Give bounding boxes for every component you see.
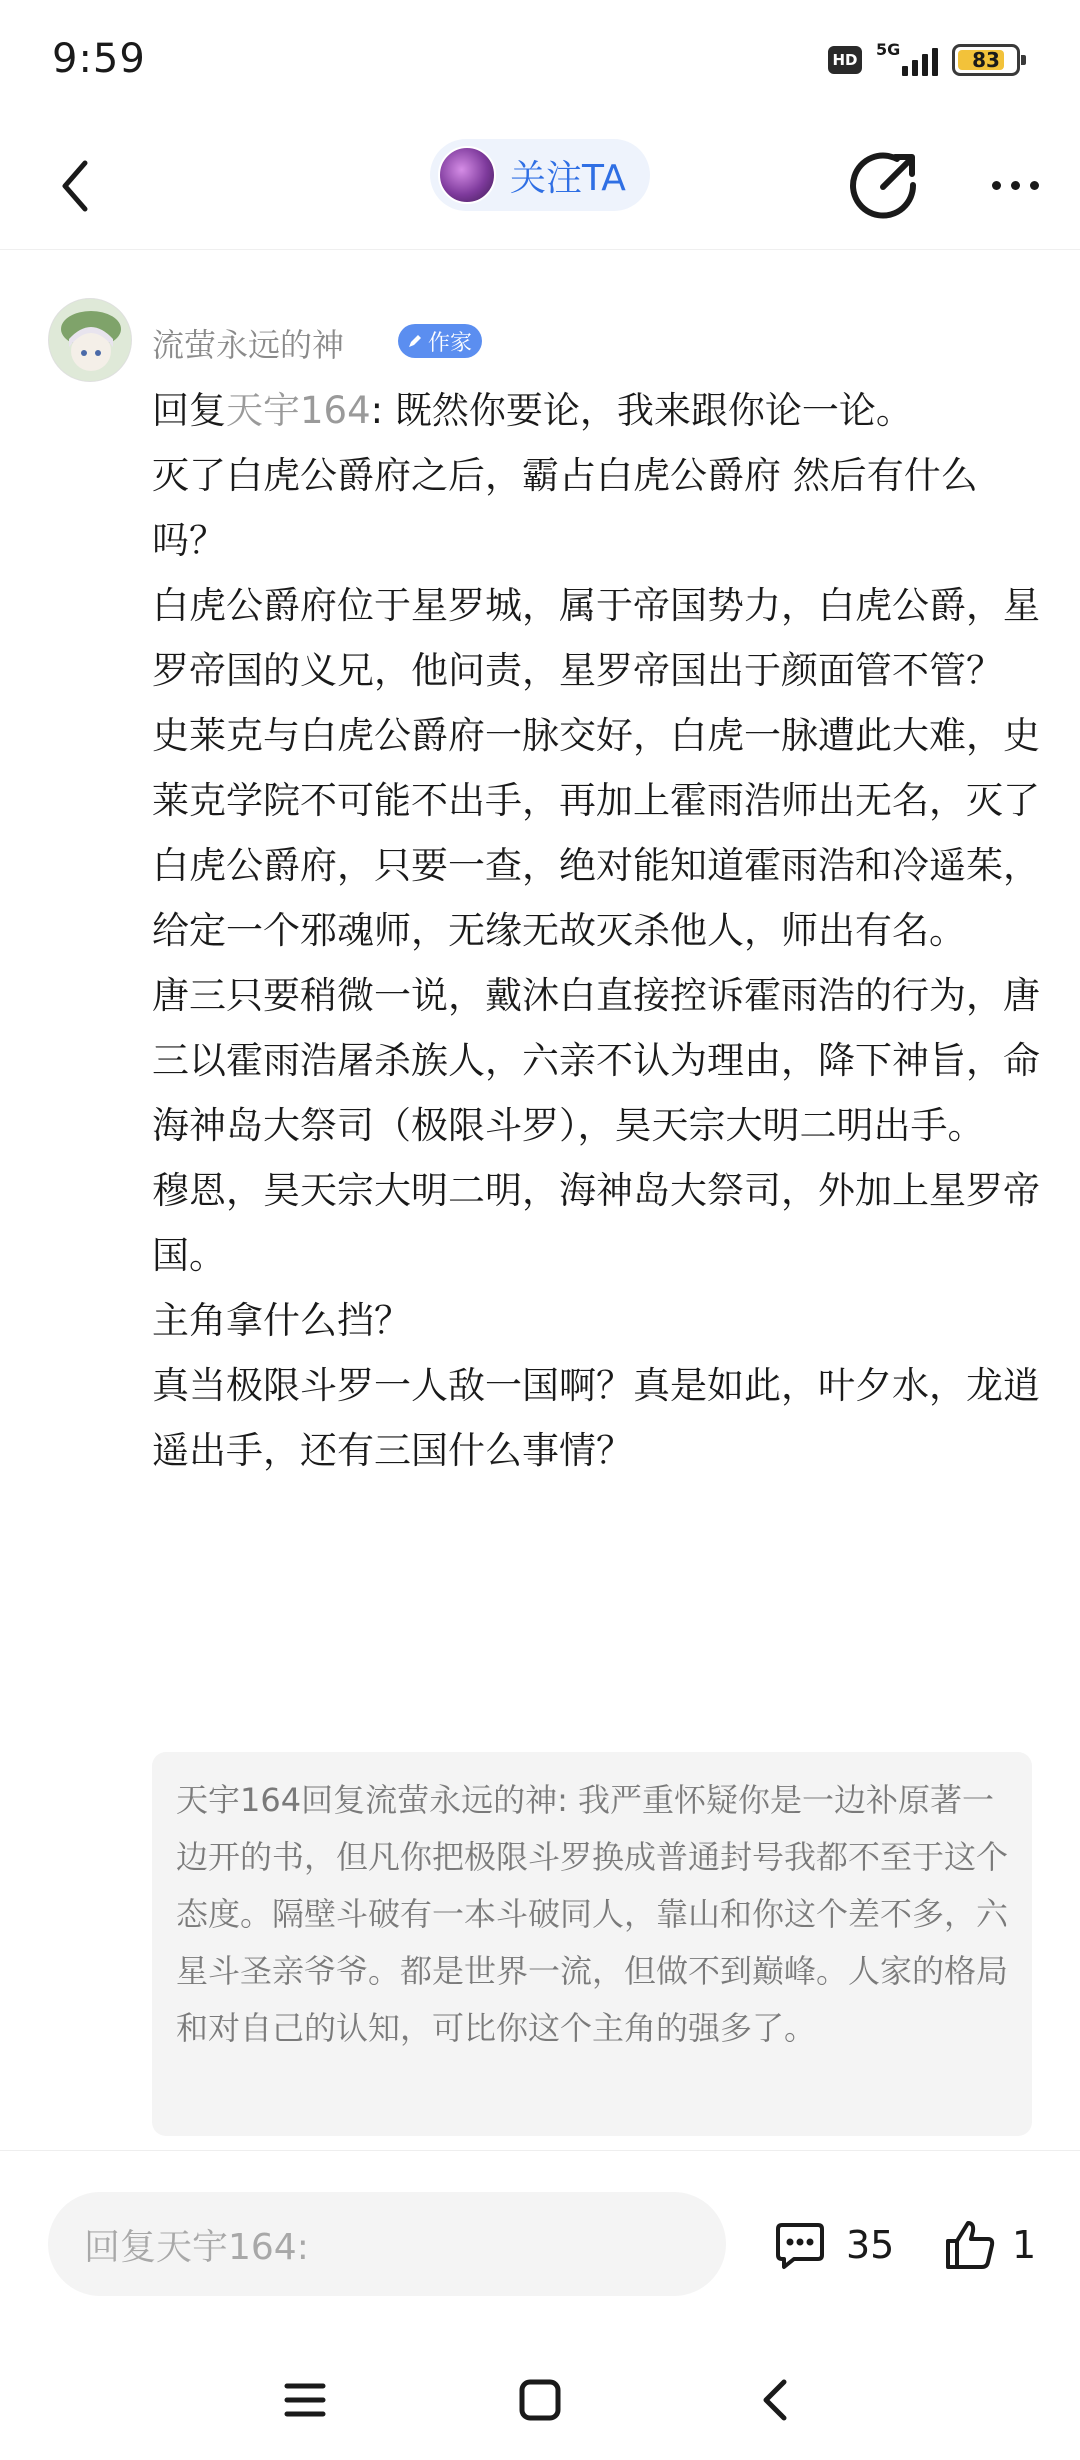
more-button[interactable] bbox=[975, 145, 1055, 225]
menu-icon bbox=[283, 2380, 327, 2420]
thumbs-up-icon bbox=[942, 2217, 998, 2273]
menu-button[interactable] bbox=[270, 2370, 340, 2430]
status-time: 9:59 bbox=[52, 36, 146, 82]
back-nav-button[interactable] bbox=[740, 2370, 810, 2430]
share-button[interactable] bbox=[845, 145, 925, 225]
reply-input[interactable]: 回复天宇164: bbox=[48, 2192, 726, 2296]
comment-paragraph: 唐三只要稍微一说，戴沐白直接控诉霍雨浩的行为，唐三以霍雨浩屠杀族人，六亲不认为理由，降下神旨，命海神岛大祭司（极限斗罗），昊天宗大明二明出手。 bbox=[152, 974, 1040, 1147]
badge-label: 作家 bbox=[428, 330, 473, 356]
reply-target[interactable]: 天宇164 bbox=[226, 389, 371, 432]
comment-body bbox=[152, 378, 1047, 1483]
comment-paragraph: 真当极限斗罗一人敌一国啊？真是如此，叶夕水，龙逍遥出手，还有三国什么事情？ bbox=[152, 1364, 1040, 1472]
comment-count: 35 bbox=[846, 2223, 895, 2267]
pen-icon bbox=[406, 332, 424, 350]
divider bbox=[0, 2150, 1080, 2151]
comment-text: : 既然你要论，我来跟你论一论。 bbox=[370, 389, 913, 432]
status-icons bbox=[828, 40, 1020, 76]
back-icon bbox=[60, 159, 90, 213]
comment-paragraph: 白虎公爵府位于星罗城，属于帝国势力，白虎公爵，星罗帝国的义兄，他问责，星罗帝国出于颜面管不管？ bbox=[152, 584, 1040, 692]
home-icon bbox=[518, 2378, 562, 2422]
signal-icon bbox=[876, 40, 938, 76]
follow-button[interactable] bbox=[430, 139, 650, 211]
author-avatar[interactable] bbox=[48, 298, 132, 382]
home-button[interactable] bbox=[505, 2370, 575, 2430]
follow-label: 关注TA bbox=[510, 157, 626, 199]
back-button[interactable] bbox=[40, 151, 110, 221]
comment-paragraph bbox=[152, 378, 1047, 443]
author-badge bbox=[398, 324, 482, 358]
share-icon bbox=[845, 145, 925, 225]
back-nav-icon bbox=[760, 2378, 790, 2422]
quoted-reply[interactable]: 天宇164回复流萤永远的神: 我严重怀疑你是一边补原著一边开的书，但凡你把极限斗罗换成普通封号我都不至于这个态度。隔壁斗破有一本斗破同人，靠山和你这个差不多，六星斗圣亲爷爷。都是世界一流，但做不到巅峰。人家的格局和对自己的认知，可比你这个主角的强多了。 bbox=[152, 1752, 1032, 2136]
network-type: 5G bbox=[876, 40, 901, 59]
author-name[interactable]: 流萤永远的神 bbox=[152, 326, 345, 364]
system-nav-bar bbox=[0, 2340, 1080, 2460]
like-button[interactable] bbox=[942, 2210, 1036, 2280]
hd-icon: HD bbox=[828, 46, 862, 74]
like-count: 1 bbox=[1012, 2223, 1037, 2267]
avatar bbox=[438, 146, 496, 204]
more-icon bbox=[992, 181, 1001, 190]
battery-percent: 83 bbox=[972, 48, 1000, 72]
avatar-image bbox=[49, 299, 132, 382]
status-bar bbox=[0, 0, 1080, 125]
comment-paragraph: 史莱克与白虎公爵府一脉交好，白虎一脉遭此大难，史莱克学院不可能不出手，再加上霍雨浩师出无名，灭了白虎公爵府，只要一查，绝对能知道霍雨浩和冷遥茱，给定一个邪魂师，无缘无故灭杀他人，师出有名。 bbox=[152, 714, 1040, 952]
comment-paragraph: 主角拿什么挡？ bbox=[152, 1299, 411, 1342]
comment-button[interactable] bbox=[772, 2210, 894, 2280]
comment-icon bbox=[772, 2217, 828, 2273]
top-nav bbox=[0, 125, 1080, 250]
battery-icon bbox=[952, 44, 1020, 76]
comment-paragraph: 穆恩，昊天宗大明二明，海神岛大祭司，外加上星罗帝国。 bbox=[152, 1169, 1040, 1277]
reply-prefix: 回复 bbox=[152, 389, 226, 432]
comment-paragraph: 灭了白虎公爵府之后，霸占白虎公爵府 然后有什么吗？ bbox=[152, 454, 978, 562]
